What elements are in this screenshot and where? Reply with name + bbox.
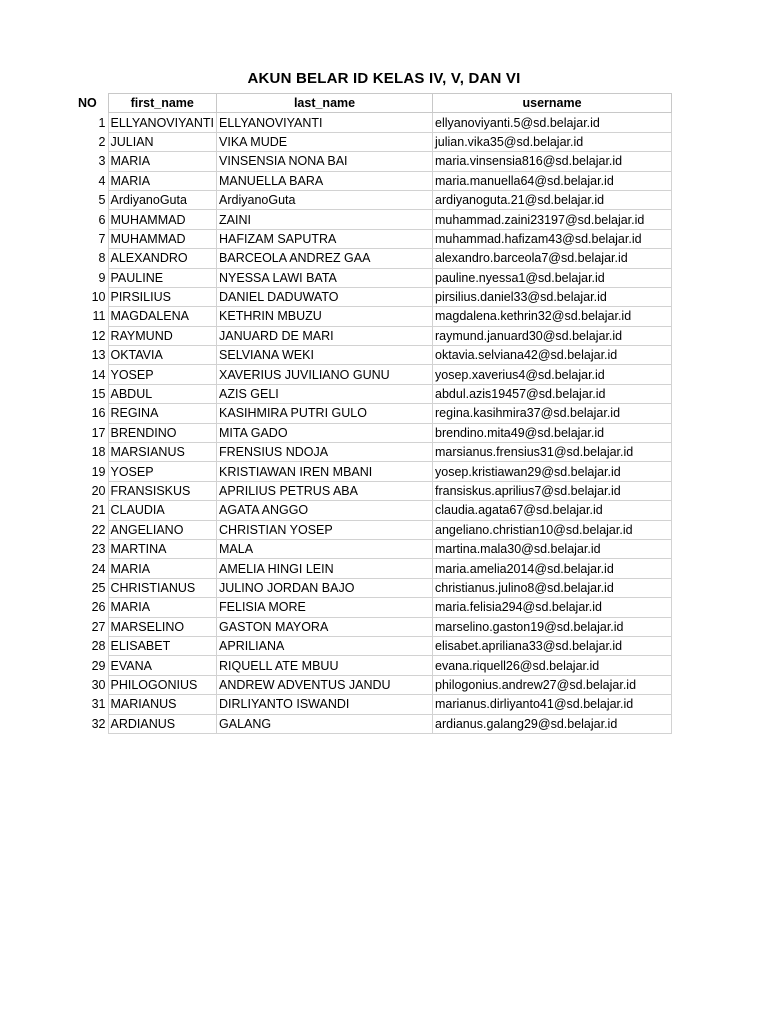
last-name-cell: XAVERIUS JUVILIANO GUNU <box>217 365 433 384</box>
last-name-cell: KASIHMIRA PUTRI GULO <box>217 404 433 423</box>
first-name-cell: MUHAMMAD <box>108 229 217 248</box>
table-row <box>78 326 672 345</box>
table-row <box>78 481 672 500</box>
username-cell: muhammad.hafizam43@sd.belajar.id <box>433 229 672 248</box>
last-name-cell: ELLYANOVIYANTI <box>217 113 433 132</box>
username-cell: oktavia.selviana42@sd.belajar.id <box>433 346 672 365</box>
username-cell: maria.vinsensia816@sd.belajar.id <box>433 152 672 171</box>
row-no: 5 <box>98 193 106 208</box>
table-row <box>78 598 672 617</box>
last-name-cell: BARCEOLA ANDREZ GAA <box>217 249 433 268</box>
first-name-cell: MARIA <box>108 152 217 171</box>
username-cell: fransiskus.aprilius7@sd.belajar.id <box>433 481 672 500</box>
header-row <box>78 94 672 113</box>
row-no: 8 <box>98 251 106 266</box>
username-cell: maria.felisia294@sd.belajar.id <box>433 598 672 617</box>
username-cell: yosep.xaverius4@sd.belajar.id <box>433 365 672 384</box>
row-no: 22 <box>91 522 106 537</box>
row-no: 11 <box>92 309 106 324</box>
first-name-cell: YOSEP <box>108 365 217 384</box>
last-name-cell: ANDREW ADVENTUS JANDU <box>217 675 433 694</box>
row-no: 29 <box>91 658 106 673</box>
first-name-cell: ABDUL <box>108 384 217 403</box>
table-row <box>78 462 672 481</box>
first-name-cell: MARIA <box>108 598 217 617</box>
last-name-cell: FELISIA MORE <box>217 598 433 617</box>
first-name-cell: JULIAN <box>108 132 217 151</box>
username-cell: evana.riquell26@sd.belajar.id <box>433 656 672 675</box>
row-no: 24 <box>91 561 106 576</box>
last-name-cell: HAFIZAM SAPUTRA <box>217 229 433 248</box>
username-cell: marsianus.frensius31@sd.belajar.id <box>433 443 672 462</box>
username-cell: elisabet.apriliana33@sd.belajar.id <box>433 636 672 655</box>
last-name-cell: KETHRIN MBUZU <box>217 307 433 326</box>
last-name-cell: CHRISTIAN YOSEP <box>217 520 433 539</box>
table-row <box>78 229 672 248</box>
username-cell: pirsilius.daniel33@sd.belajar.id <box>433 287 672 306</box>
header-no: NO <box>78 96 97 111</box>
row-no: 6 <box>98 212 106 227</box>
header-username: username <box>433 94 672 113</box>
username-cell: magdalena.kethrin32@sd.belajar.id <box>433 307 672 326</box>
last-name-cell: JANUARD DE MARI <box>217 326 433 345</box>
row-no: 20 <box>91 484 106 498</box>
first-name-cell: MARIA <box>108 559 217 578</box>
username-cell: claudia.agata67@sd.belajar.id <box>433 501 672 520</box>
last-name-cell: RIQUELL ATE MBUU <box>217 656 433 675</box>
row-no: 2 <box>98 134 106 149</box>
username-cell: pauline.nyessa1@sd.belajar.id <box>433 268 672 287</box>
table-row <box>78 675 672 694</box>
table-row <box>78 171 672 190</box>
table-row <box>78 617 672 636</box>
row-no: 12 <box>91 328 106 343</box>
username-cell: abdul.azis19457@sd.belajar.id <box>433 384 672 403</box>
table-header <box>78 94 672 113</box>
first-name-cell: CHRISTIANUS <box>108 578 217 597</box>
header-last-name: last_name <box>217 94 433 113</box>
last-name-cell: KRISTIAWAN IREN MBANI <box>217 462 433 481</box>
username-cell: raymund.januard30@sd.belajar.id <box>433 326 672 345</box>
table-row <box>78 384 672 403</box>
table-row <box>78 268 672 287</box>
first-name-cell: ArdiyanoGuta <box>108 190 217 209</box>
first-name-cell: EVANA <box>108 656 217 675</box>
row-no: 7 <box>98 231 106 246</box>
row-no: 23 <box>91 542 106 557</box>
table-row <box>78 210 672 229</box>
first-name-cell: YOSEP <box>108 462 217 481</box>
row-no: 31 <box>91 697 106 712</box>
row-no: 17 <box>91 425 106 440</box>
first-name-cell: PIRSILIUS <box>108 287 217 306</box>
row-no: 13 <box>91 348 106 363</box>
document-title: AKUN BELAR ID KELAS IV, V, DAN VI <box>247 70 521 87</box>
username-cell: yosep.kristiawan29@sd.belajar.id <box>433 462 672 481</box>
table-row <box>78 656 672 675</box>
table-row <box>78 249 672 268</box>
table-row <box>78 695 672 714</box>
first-name-cell: MUHAMMAD <box>108 210 217 229</box>
table-row <box>78 539 672 558</box>
username-cell: ellyanoviyanti.5@sd.belajar.id <box>433 113 672 132</box>
first-name-cell: MARIANUS <box>108 695 217 714</box>
row-no: 25 <box>91 580 106 595</box>
last-name-cell: VIKA MUDE <box>217 132 433 151</box>
username-cell: philogonius.andrew27@sd.belajar.id <box>433 675 672 694</box>
row-no: 15 <box>91 387 106 402</box>
row-no: 28 <box>91 639 106 654</box>
row-no: 21 <box>91 503 106 518</box>
table-row <box>78 423 672 442</box>
first-name-cell: CLAUDIA <box>108 501 217 520</box>
last-name-cell: APRILIUS PETRUS ABA <box>217 481 433 500</box>
first-name-cell: RAYMUND <box>108 326 217 345</box>
username-cell: angeliano.christian10@sd.belajar.id <box>433 520 672 539</box>
first-name-cell: REGINA <box>108 404 217 423</box>
first-name-cell: ARDIANUS <box>108 714 217 733</box>
username-cell: christianus.julino8@sd.belajar.id <box>433 578 672 597</box>
row-no: 30 <box>91 677 106 692</box>
table-row <box>78 152 672 171</box>
table-row <box>78 501 672 520</box>
first-name-cell: MARSIANUS <box>108 443 217 462</box>
table-row <box>78 132 672 151</box>
table-row <box>78 346 672 365</box>
username-cell: maria.amelia2014@sd.belajar.id <box>433 559 672 578</box>
table-row <box>78 287 672 306</box>
first-name-cell: OKTAVIA <box>108 346 217 365</box>
table-row <box>78 365 672 384</box>
table-row <box>78 559 672 578</box>
username-cell: marianus.dirliyanto41@sd.belajar.id <box>433 695 672 714</box>
username-cell: maria.manuella64@sd.belajar.id <box>433 171 672 190</box>
last-name-cell: FRENSIUS NDOJA <box>217 443 433 462</box>
table-row <box>78 190 672 209</box>
row-no: 14 <box>91 367 106 382</box>
username-cell: ardianus.galang29@sd.belajar.id <box>433 714 672 733</box>
first-name-cell: ELISABET <box>108 636 217 655</box>
first-name-cell: MAGDALENA <box>108 307 217 326</box>
row-no: 32 <box>91 716 106 731</box>
table-row <box>78 578 672 597</box>
last-name-cell: SELVIANA WEKI <box>217 346 433 365</box>
first-name-cell: ALEXANDRO <box>108 249 217 268</box>
username-cell: brendino.mita49@sd.belajar.id <box>433 423 672 442</box>
table-row <box>78 714 672 733</box>
row-no: 26 <box>91 600 106 615</box>
username-cell: alexandro.barceola7@sd.belajar.id <box>433 249 672 268</box>
row-no: 9 <box>98 270 106 285</box>
table-row <box>78 520 672 539</box>
last-name-cell: APRILIANA <box>217 636 433 655</box>
row-no: 10 <box>91 290 106 305</box>
last-name-cell: DIRLIYANTO ISWANDI <box>217 695 433 714</box>
table-row <box>78 307 672 326</box>
last-name-cell: ZAINI <box>217 210 433 229</box>
last-name-cell: AGATA ANGGO <box>217 501 433 520</box>
last-name-cell: MANUELLA BARA <box>217 171 433 190</box>
last-name-cell: NYESSA LAWI BATA <box>217 268 433 287</box>
table-body <box>78 113 672 734</box>
table-row <box>78 443 672 462</box>
last-name-cell: ArdiyanoGuta <box>217 190 433 209</box>
last-name-cell: DANIEL DADUWATO <box>217 287 433 306</box>
first-name-cell: MARTINA <box>108 539 217 558</box>
first-name-cell: ANGELIANO <box>108 520 217 539</box>
accounts-table <box>78 93 672 734</box>
first-name-cell: ELLYANOVIYANTI <box>108 113 217 132</box>
username-cell: martina.mala30@sd.belajar.id <box>433 539 672 558</box>
row-no: 27 <box>91 619 106 634</box>
last-name-cell: VINSENSIA NONA BAI <box>217 152 433 171</box>
table-row <box>78 113 672 132</box>
last-name-cell: JULINO JORDAN BAJO <box>217 578 433 597</box>
row-no: 3 <box>98 154 106 169</box>
row-no: 16 <box>91 406 106 421</box>
table-row <box>78 636 672 655</box>
row-no: 18 <box>91 445 106 460</box>
username-cell: regina.kasihmira37@sd.belajar.id <box>433 404 672 423</box>
first-name-cell: MARIA <box>108 171 217 190</box>
username-cell: marselino.gaston19@sd.belajar.id <box>433 617 672 636</box>
first-name-cell: PHILOGONIUS <box>108 675 217 694</box>
row-no: 19 <box>91 464 106 479</box>
username-cell: julian.vika35@sd.belajar.id <box>433 132 672 151</box>
last-name-cell: GASTON MAYORA <box>217 617 433 636</box>
last-name-cell: MITA GADO <box>217 423 433 442</box>
username-cell: ardiyanoguta.21@sd.belajar.id <box>433 190 672 209</box>
first-name-cell: MARSELINO <box>108 617 217 636</box>
row-no: 4 <box>98 173 106 188</box>
last-name-cell: GALANG <box>217 714 433 733</box>
last-name-cell: AZIS GELI <box>217 384 433 403</box>
header-first-name: first_name <box>108 94 217 113</box>
first-name-cell: PAULINE <box>108 268 217 287</box>
last-name-cell: MALA <box>217 539 433 558</box>
last-name-cell: AMELIA HINGI LEIN <box>217 559 433 578</box>
first-name-cell: BRENDINO <box>108 423 217 442</box>
username-cell: muhammad.zaini23197@sd.belajar.id <box>433 210 672 229</box>
table-row <box>78 404 672 423</box>
first-name-cell: FRANSISKUS <box>108 481 217 500</box>
row-no: 1 <box>98 115 106 130</box>
